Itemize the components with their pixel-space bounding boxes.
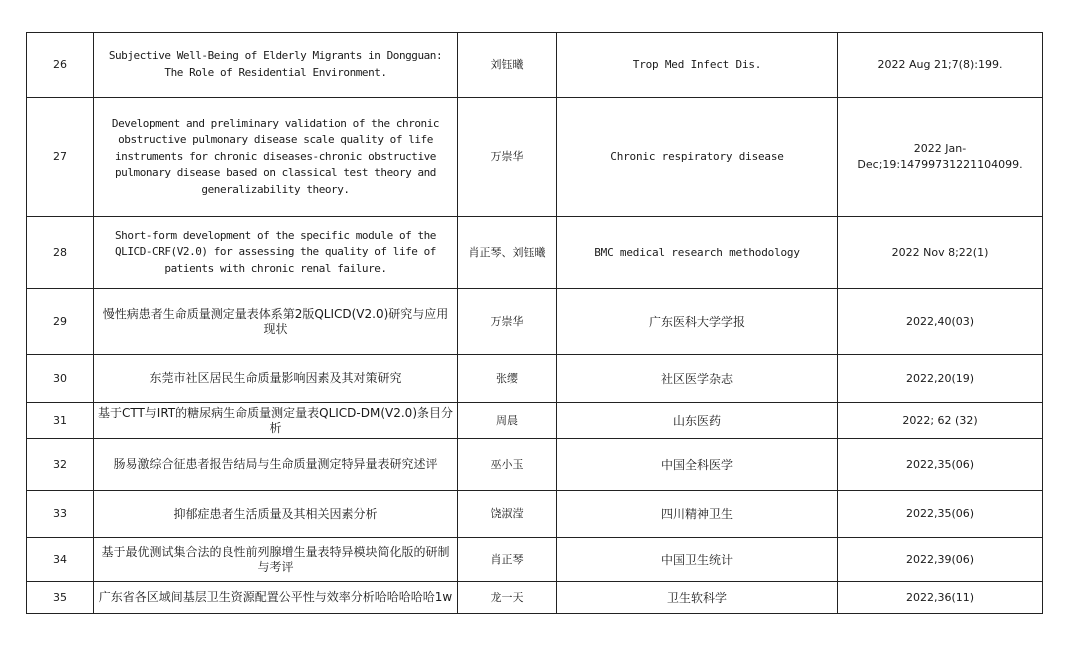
publication-table (26, 32, 1043, 614)
table-row (27, 355, 1043, 403)
publication-info: 2022 Nov 8;22(1) (838, 217, 1043, 289)
row-number: 30 (27, 355, 94, 403)
table-row (27, 289, 1043, 355)
journal: Chronic respiratory disease (557, 98, 838, 217)
row-number: 31 (27, 403, 94, 439)
publication-info: 2022 Jan-Dec;19:14799731221104099. (838, 98, 1043, 217)
paper-title (94, 582, 458, 614)
journal: 社区医学杂志 (557, 355, 838, 403)
paper-title: 基于最优测试集合法的良性前列腺增生量表特异模块简化版的研制与考评 (94, 538, 458, 582)
author: 万崇华 (458, 289, 557, 355)
table-row (27, 33, 1043, 98)
author: 肖正琴、刘钰曦 (458, 217, 557, 289)
paper-title (94, 403, 458, 439)
author: 饶淑滢 (458, 491, 557, 538)
paper-title: Short-form development of the specific module of the QLICD-CRF(V2.0) for assessing the quality of life of patients with chronic renal failure. (94, 217, 458, 289)
table-row (27, 217, 1043, 289)
paper-title: Development and preliminary validation of the chronic obstructive pulmonary disease scale quality of life instruments for chronic diseases-chronic obstructive pulmonary disease based on classical test theory and generalizability theory. (94, 98, 458, 217)
publication-info: 2022,20(19) (838, 355, 1043, 403)
publication-info: 2022; 62 (32) (838, 403, 1043, 439)
author: 周晨 (458, 403, 557, 439)
author: 肖正琴 (458, 538, 557, 582)
row-number: 29 (27, 289, 94, 355)
publication-info: 2022,35(06) (838, 491, 1043, 538)
journal: 中国全科医学 (557, 439, 838, 491)
journal: 广东医科大学学报 (557, 289, 838, 355)
journal: 中国卫生统计 (557, 538, 838, 582)
journal: Trop Med Infect Dis. (557, 33, 838, 98)
paper-title: 东莞市社区居民生命质量影响因素及其对策研究 (94, 355, 458, 403)
author: 刘钰曦 (458, 33, 557, 98)
publication-info: 2022,40(03) (838, 289, 1043, 355)
paper-title: 抑郁症患者生活质量及其相关因素分析 (94, 491, 458, 538)
journal: BMC medical research methodology (557, 217, 838, 289)
table-row (27, 538, 1043, 582)
table-row (27, 491, 1043, 538)
row-number: 27 (27, 98, 94, 217)
row-number: 26 (27, 33, 94, 98)
row-number: 33 (27, 491, 94, 538)
table-row (27, 439, 1043, 491)
journal: 四川精神卫生 (557, 491, 838, 538)
publication-info: 2022 Aug 21;7(8):199. (838, 33, 1043, 98)
row-number: 35 (27, 582, 94, 614)
publication-info: 2022,39(06) (838, 538, 1043, 582)
author: 龙一天 (458, 582, 557, 614)
author: 万崇华 (458, 98, 557, 217)
journal: 山东医药 (557, 403, 838, 439)
paper-title: 慢性病患者生命质量测定量表体系第2版QLICD(V2.0)研究与应用现状 (94, 289, 458, 355)
publication-info: 2022,35(06) (838, 439, 1043, 491)
paper-title: Subjective Well-Being of Elderly Migrants in Dongguan: The Role of Residential Environment. (94, 33, 458, 98)
row-number: 32 (27, 439, 94, 491)
table-row (27, 403, 1043, 439)
paper-title-text: 广东省各区域间基层卫生资源配置公平性与效率分析哈哈哈哈哈1w (98, 590, 453, 604)
table-row (27, 98, 1043, 217)
journal: 卫生软科学 (557, 582, 838, 614)
publication-info: 2022,36(11) (838, 582, 1043, 614)
paper-title-text: 基于CTT与IRT的糖尿病生命质量测定量表QLICD-DM(V2.0)条目分析 (97, 405, 454, 435)
author: 巫小玉 (458, 439, 557, 491)
table-row (27, 582, 1043, 614)
author: 张缨 (458, 355, 557, 403)
paper-title: 肠易激综合征患者报告结局与生命质量测定特异量表研究述评 (94, 439, 458, 491)
row-number: 28 (27, 217, 94, 289)
row-number: 34 (27, 538, 94, 582)
